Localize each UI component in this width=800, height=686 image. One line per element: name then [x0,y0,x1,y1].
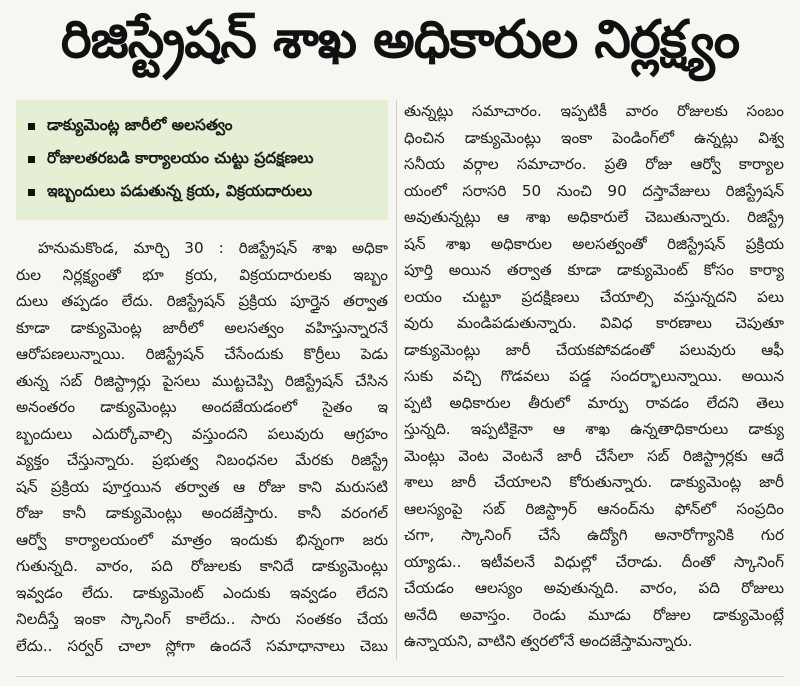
body-line: నిలదీస్తే ఇంకా స్కానింగ్ కాలేదు.. సారు సంతకం చేయ [16,610,388,628]
body-line: తున్నట్లు సమాచారం. ఇప్పటికీ వారం రోజులకు సంబం [404,102,784,120]
article-headline: రిజిస్ట్రేషన్ శాఖ అధికారుల నిర్లక్ష్యం [60,9,740,70]
body-line: పూర్తి అయిన తర్వాత కూడా డాక్యుమెంట్ కోసం కార్యా [404,261,784,279]
body-line: ఉన్నాయని, వాటిని త్వరలోనే అందజేస్తామన్నారు. [404,632,693,650]
body-line: ఇవ్వడం లేదు. డాక్యుమెంట్ ఎందుకు ఇవ్వడం లేదని [16,583,388,602]
highlight-item [28,176,380,209]
body-line: సనీయ వర్గాల సమాచారం. ప్రతి రోజు ఆర్వో కార్యాల [404,155,784,173]
bullet-icon [28,189,35,196]
highlight-text: ఇబ్బందులు పడుతున్న క్రయ, విక్రయదారులు [47,181,313,200]
bullet-icon [28,123,35,130]
body-line: దులు తప్పడం లేదు. రిజిస్ట్రేషన్ ప్రక్రియ పూర్తైన తర్వాత [16,292,388,310]
body-line: బ్బందులు ఎదుర్కోవాల్సి వస్తుందని పలువురు ఆగ్రహం [16,424,388,443]
body-line: ఆరోపణలున్నాయి. రిజిస్ట్రేషన్ చేసేందుకు కొర్రీలు పెడు [16,345,388,363]
body-line: లయం చుట్టూ ప్రదక్షిణలు చేయాల్సి వస్తున్నదని పలు [404,287,784,306]
highlight-item [28,110,380,143]
highlight-item [28,143,380,176]
body-line: వ్యక్తం చేస్తున్నారు. ప్రభుత్వ నిబంధనల మేరకు రిజిస్ట్రే [16,451,388,469]
body-line: అనేది అవాస్తం. రెండు మూడు రోజుల డాక్యుమెంట్లే [404,605,784,624]
body-line: శాలు జారీ చేయాలని కోరుతున్నారు. డాక్యుమెంట్ల జారీ [404,473,784,491]
body-line: చగా, స్కానింగ్ చేసే ఉద్యోగి అనారోగ్యానికి గుర [404,526,784,544]
body-line: రోజు కానీ డాక్యుమెంట్లు అందజేస్తారు. కానీ వరంగల్ [16,504,388,522]
article-body-left-column [16,235,388,659]
body-line: ఆలస్యంపై సబ్ రిజిస్ట్రార్ ఆనంద్‌ను ఫోన్‌లో సంప్రదిం [404,499,784,518]
article-body-right-column [404,98,784,655]
body-line: యంలో సరాసరి 50 నుంచి 90 దస్తావేజులు రిజిస్ట్రేషన్ [404,181,784,200]
body-line: అవుతున్నట్లు ఆ శాఖ అధికారులే చెబుతున్నారు. రిజిస్ట్రే [404,208,784,226]
bottom-rule [16,676,784,677]
highlight-text: రోజులతరబడి కార్యాలయం చుట్టు ప్రదక్షణలు [47,148,314,167]
body-line: మెంట్లు వెంట వెంటనే జారీ చేసేలా సబ్ రిజిస్ట్రార్లకు ఆదే [404,446,784,465]
body-line: హనుమకొండ, మార్చి 30 : రిజిస్ట్రేషన్ శాఖ అధికా [38,239,388,257]
body-line: య్యాడు.. ఇటీవలనే విధుల్లో చేరాడు. దీంతో స్కానింగ్ [404,552,784,571]
body-line: షన్ ప్రక్రియ పూర్తయిన తర్వాత ఆ రోజు కాని మరుసటి [16,477,388,496]
body-line: షన్ శాఖ అధికారుల అలసత్వంతో రిజిస్ట్రేషన్ ప్రక్రియ [404,234,784,253]
bullet-icon [28,156,35,163]
body-line: చేయడం ఆలస్యం అవుతున్నది. వారం, పది రోజులు [404,579,784,597]
body-line: ప్పటి అధికారుల తీరులో మార్పు రావడం లేదని తెలు [404,393,784,412]
body-line: రుల నిర్లక్ష్యంతో భూ క్రయ, విక్రయదారులకు ఇబ్బం [16,265,388,284]
body-line: డాక్యుమెంట్లు జారీ చేయకపోవడంతో పలువురు ఆఫీ [404,340,784,359]
body-line: తున్న సబ్ రిజిస్ట్రార్లు పైసలు ముట్టచెప్పి రిజిస్ట్రేషన్ చేసిన [16,371,388,390]
highlights-box [16,100,388,220]
body-line: స్తున్నది. ఇప్పటికైనా ఆ శాఖ ఉన్నతాధికారులు డాక్యు [404,420,784,438]
body-line: ధించిన డాక్యుమెంట్లు ఇంకా పెండింగ్‌లో ఉన్నట్లు విశ్వ [404,128,784,147]
body-line: లేదు.. సర్వర్ చాలా స్లోగా ఉందనే సమాధానాలు చెబు [16,636,388,655]
body-line: ఆర్వో కార్యాలయంలో మాత్రం ఇందుకు భిన్నంగా జరు [16,530,388,549]
body-line: గుతున్నది. వారం, పది రోజులకు కానిదే డాక్యుమెంట్లు [16,557,388,575]
column-divider [396,100,397,660]
body-line: వురు మండిపడుతున్నారు. వివిధ కారణాలు చెపుతూ [404,314,784,332]
body-line: సుకు వచ్చి గొడవలు పడ్డ సందర్భాలున్నాయి. అయిన [404,367,784,385]
body-line: కూడా డాక్యుమెంట్ల జారీలో అలసత్వం వహిస్తున్నారనే [16,318,388,337]
body-line: అనంతరం డాక్యుమెంట్లు అందజేయడంలో సైతం ఇ [16,398,388,416]
highlight-text: డాక్యుమెంట్ల జారీలో అలసత్వం [47,115,233,134]
